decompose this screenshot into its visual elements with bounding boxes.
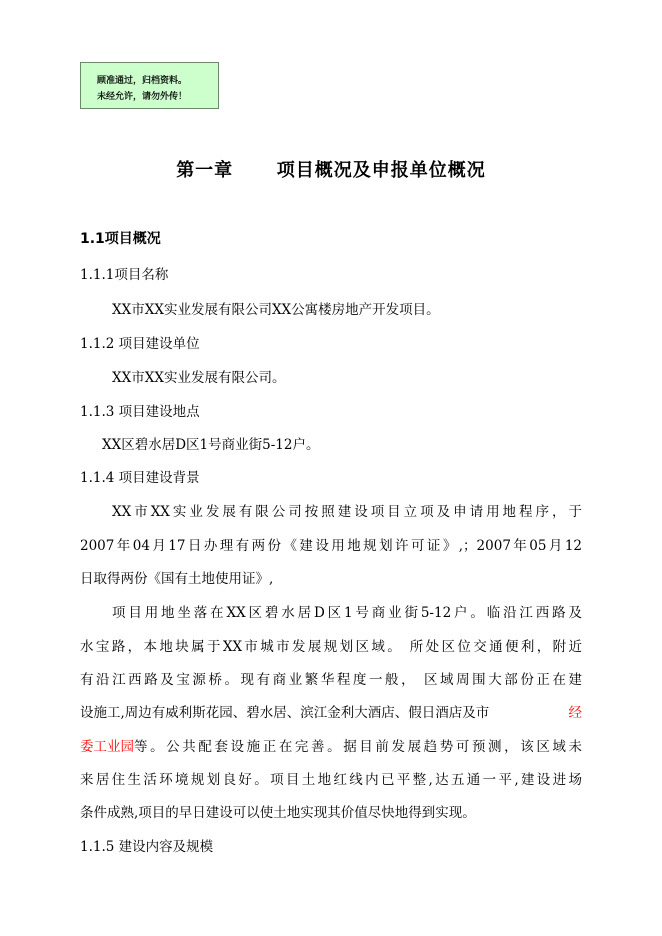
site-line-4 xyxy=(80,701,582,721)
confidential-stamp xyxy=(80,62,219,109)
site-line-5-highlight: 委工业园 xyxy=(80,739,134,755)
background-line-1: XX市XX实业发展有限公司按照建设项目立项及申请用地程序，于 xyxy=(112,504,582,520)
heading-1-1-1: 1.1.1项目名称 xyxy=(80,267,169,283)
site-line-7: 条件成熟,项目的早日建设可以使土地实现其价值尽快地得到实现。 xyxy=(80,805,476,821)
site-line-1: 项目用地坐落在XX区碧水居D区1号商业街5-12户。临沿江西路及 xyxy=(112,605,582,621)
site-line-6: 来居住生活环境规划良好。项目土地红线内已平整,达五通一平,建设进场 xyxy=(80,772,582,788)
background-line-2: 2007年04月17日办理有两份《建设用地规划许可证》,；2007年05月12 xyxy=(80,538,582,554)
background-line-3: 日取得两份《国有土地使用证》, xyxy=(80,571,274,587)
location-text: XX区碧水居D区1号商业街5-12户。 xyxy=(102,437,320,453)
site-line-5 xyxy=(80,735,582,755)
chapter-title: 第一章 项目概况及申报单位概况 xyxy=(176,160,486,181)
site-line-2: 水宝路，本地块属于XX市城市发展规划区域。 所处区位交通便利，附近 xyxy=(80,639,582,655)
unit-name-text: XX市XX实业发展有限公司。 xyxy=(112,370,286,386)
stamp-line-2: 未经允许，请勿外传！ xyxy=(97,92,188,102)
heading-1-1-4: 1.1.4 项目建设背景 xyxy=(80,470,200,486)
stamp-line-1: 顾准通过，归档资料。 xyxy=(97,76,188,86)
heading-1-1-2: 1.1.2 项目建设单位 xyxy=(80,336,200,352)
site-line-4-text: 设施工,周边有威利斯花园、碧水居、滨江金利大酒店、假日酒店及市 xyxy=(80,705,490,721)
site-line-3: 有沿江西路及宝源桥。现有商业繁华程度一般， 区域周围大部份正在建 xyxy=(80,672,582,688)
site-line-5-text: 等。公共配套设施正在完善。据目前发展趋势可预测，该区域未 xyxy=(134,739,582,755)
site-line-4-highlight: 经 xyxy=(568,705,582,721)
heading-1-1-3: 1.1.3 项目建设地点 xyxy=(80,404,200,420)
section-heading: 1.1项目概况 xyxy=(80,231,161,247)
project-name-text: XX市XX实业发展有限公司XX公寓楼房地产开发项目。 xyxy=(112,302,440,318)
heading-1-1-5: 1.1.5 建设内容及规模 xyxy=(80,839,214,855)
